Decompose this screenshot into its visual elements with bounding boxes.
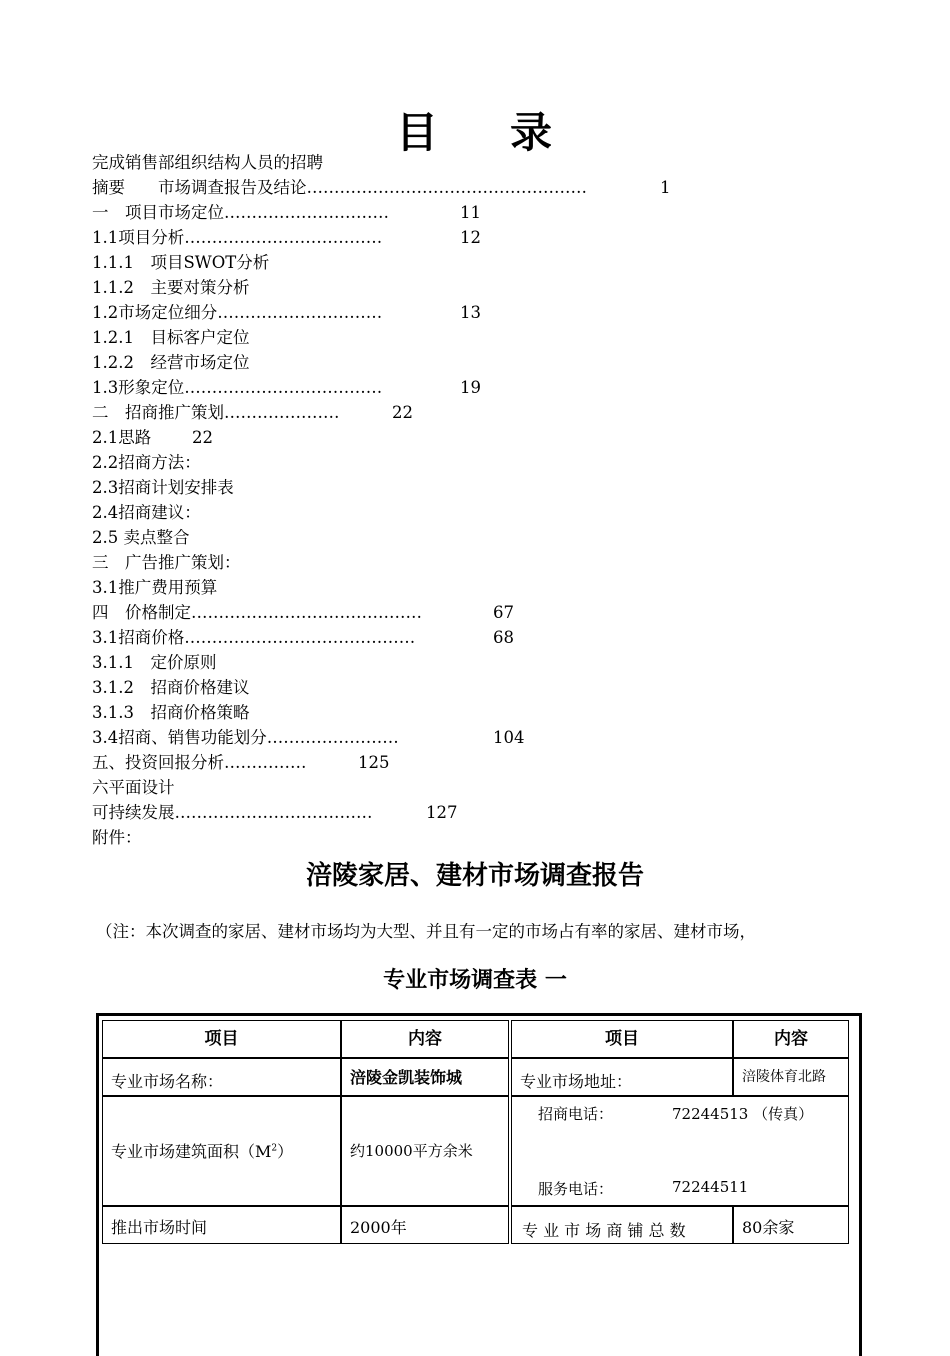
toc-entry-text: 1.3形象定位……………………………… (92, 378, 383, 397)
toc-entry (92, 700, 792, 725)
toc-entry-text: 2.2招商方法： (92, 453, 201, 472)
toc-entry-text: 三 广告推广策划： (92, 553, 241, 572)
launch-time-cell (341, 1206, 509, 1244)
toc-entry (92, 250, 792, 275)
toc-entry-page: 104 (493, 728, 525, 747)
toc-entry-page: 13 (460, 303, 481, 322)
toc-entry (92, 225, 792, 250)
market-name-label: 专业市场名称： (111, 1072, 224, 1091)
building-area-value: 约10000平方余米 (350, 1142, 473, 1160)
recruit-phone-label: 招商电话： (538, 1105, 614, 1123)
toc-entry (92, 150, 792, 175)
table-of-contents (92, 150, 792, 850)
toc-entry (92, 300, 792, 325)
toc-entry-text: 1.1.2 主要对策分析 (92, 278, 250, 297)
toc-entry (92, 525, 792, 550)
survey-table (96, 1013, 862, 1356)
toc-entry-page: 19 (460, 378, 481, 397)
toc-entry-text: 3.1.3 招商价格策略 (92, 703, 250, 722)
toc-entry-page: 22 (192, 428, 213, 447)
building-area-label: 专业市场建筑面积$(M^2)$ (111, 1142, 294, 1161)
toc-entry-text: 附件： (92, 828, 142, 847)
service-phone-label: 服务电话： (538, 1180, 614, 1198)
service-phone-value: 72244511 (672, 1178, 749, 1196)
toc-entry-text: 2.3招商计划安排表 (92, 478, 234, 497)
toc-entry-page: 11 (460, 203, 481, 222)
toc-entry (92, 775, 792, 800)
toc-entry-page: 125 (358, 753, 390, 772)
phones-cell (511, 1096, 849, 1206)
toc-entry (92, 325, 792, 350)
toc-entry (92, 675, 792, 700)
report-note: （注：本次调查的家居、建材市场均为大型、并且有一定的市场占有率的家居、建材市场， (96, 922, 756, 941)
toc-entry (92, 200, 792, 225)
toc-entry (92, 625, 792, 650)
toc-entry-text: 3.1招商价格…………………………………… (92, 628, 416, 647)
toc-entry-text: 1.1项目分析……………………………… (92, 228, 383, 247)
toc-entry (92, 400, 792, 425)
toc-entry-text: 摘要 市场调查报告及结论…………………………………………… (92, 178, 587, 197)
market-name-label-cell (102, 1058, 341, 1096)
toc-entry (92, 575, 792, 600)
toc-entry-text: 1.2市场定位细分………………………… (92, 303, 383, 322)
toc-entry-text: 1.1.1 项目SWOT分析 (92, 253, 270, 272)
toc-entry-page: 127 (426, 803, 458, 822)
launch-time-label-cell (102, 1206, 341, 1244)
toc-entry-text: 四 价格制定…………………………………… (92, 603, 422, 622)
toc-entry (92, 375, 792, 400)
toc-entry (92, 800, 792, 825)
toc-entry (92, 275, 792, 300)
toc-entry (92, 175, 792, 200)
market-address-cell (733, 1058, 849, 1096)
toc-entry (92, 500, 792, 525)
shop-count-label: 专 业 市 场 商 铺 总 数 (522, 1221, 686, 1240)
toc-entry (92, 475, 792, 500)
toc-entry-text: 3.4招商、销售功能划分…………………… (92, 728, 399, 747)
toc-entry-text: 3.1.1 定价原则 (92, 653, 217, 672)
header-item-2: 项目 (511, 1020, 733, 1058)
toc-entry (92, 450, 792, 475)
header-content-1: 内容 (341, 1020, 509, 1058)
table-title: 专业市场调查表 一 (383, 968, 567, 993)
shop-count-label-cell (511, 1206, 733, 1244)
toc-entry-page: 1 (660, 178, 671, 197)
market-address-value: 涪陵体育北路 (742, 1069, 826, 1085)
market-address-label: 专业市场地址： (520, 1072, 633, 1091)
toc-entry-text: 二 招商推广策划………………… (92, 403, 340, 422)
header-content-2: 内容 (733, 1020, 849, 1058)
toc-entry-text: 可持续发展……………………………… (92, 803, 373, 822)
toc-entry-text: 五、投资回报分析…………… (92, 753, 307, 772)
building-area-label-cell (102, 1096, 341, 1206)
toc-entry-page: 68 (493, 628, 514, 647)
toc-entry-text: 1.2.1 目标客户定位 (92, 328, 250, 347)
recruit-phone-value: 72244513 （传真） (672, 1105, 814, 1123)
toc-entry-text: 3.1推广费用预算 (92, 578, 218, 597)
toc-entry-text: 2.5 卖点整合 (92, 528, 190, 547)
market-name-value: 涪陵金凯装饰城 (350, 1068, 463, 1087)
toc-entry-text: 3.1.2 招商价格建议 (92, 678, 250, 697)
toc-entry (92, 350, 792, 375)
toc-entry-text: 2.1思路 (92, 428, 152, 447)
toc-entry (92, 550, 792, 575)
toc-entry (92, 750, 792, 775)
toc-title-left: 目 (395, 108, 440, 157)
shop-count-value: 80余家 (742, 1218, 795, 1237)
toc-title-right: 录 (510, 108, 555, 157)
report-title: 涪陵家居、建材市场调查报告 (305, 861, 644, 891)
toc-entry (92, 725, 792, 750)
toc-entry-text: 完成销售部组织结构人员的招聘 (92, 153, 323, 172)
toc-entry-page: 67 (493, 603, 514, 622)
toc-entry (92, 650, 792, 675)
shop-count-cell (733, 1206, 849, 1244)
toc-entry-page: 22 (392, 403, 413, 422)
toc-entry-text: 2.4招商建议： (92, 503, 201, 522)
toc-entry (92, 600, 792, 625)
toc-entry (92, 425, 792, 450)
header-item-1: 项目 (102, 1020, 341, 1058)
launch-time-value: 2000年 (350, 1218, 407, 1237)
toc-entry-text: 一 项目市场定位………………………… (92, 203, 389, 222)
toc-entry-page: 12 (460, 228, 481, 247)
launch-time-label: 推出市场时间 (111, 1218, 208, 1237)
market-name-cell (341, 1058, 509, 1096)
toc-entry (92, 825, 792, 850)
toc-entry-text: 六平面设计 (92, 778, 175, 797)
market-address-label-cell (511, 1058, 733, 1096)
building-area-cell (341, 1096, 509, 1206)
toc-entry-text: 1.2.2 经营市场定位 (92, 353, 250, 372)
